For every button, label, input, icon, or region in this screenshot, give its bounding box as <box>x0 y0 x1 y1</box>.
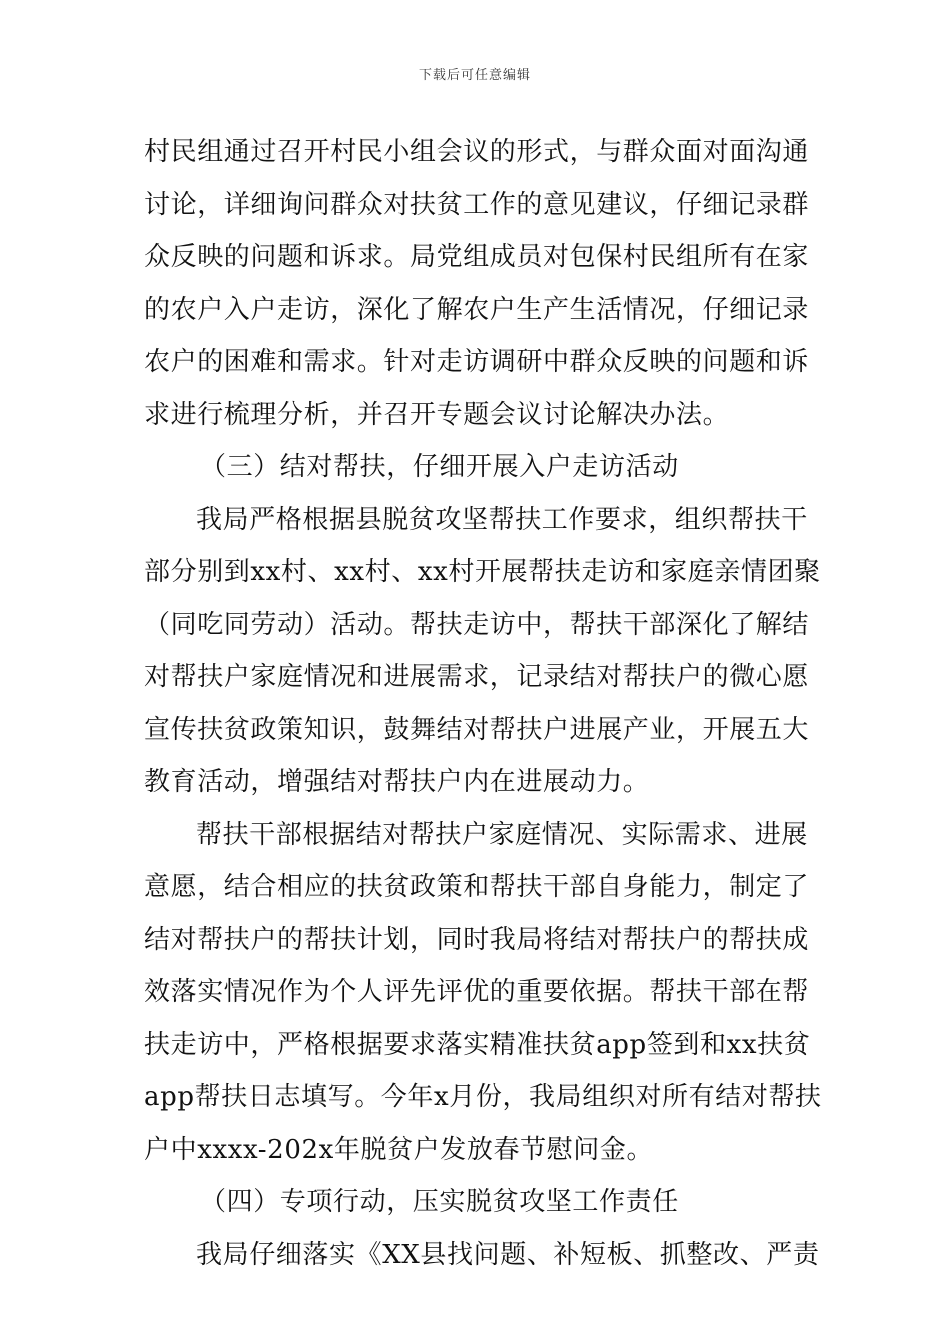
body-line: 结对帮扶户的帮扶计划，同时我局将结对帮扶户的帮扶成 <box>144 924 810 955</box>
body-line: 对帮扶户家庭情况和进展需求，记录结对帮扶户的微心愿 <box>144 662 810 692</box>
body-line: 讨论，详细询问群众对扶贫工作的意见建议，仔细记录群 <box>144 189 810 220</box>
body-line: 众反映的问题和诉求。局党组成员对包保村民组所有在家 <box>144 242 810 272</box>
document-body <box>144 126 822 1281</box>
body-line: app帮扶日志填写。今年x月份，我局组织对所有结对帮扶 <box>144 1082 822 1112</box>
section-heading: （四）专项行动，压实脱贫攻坚工作责任 <box>200 1187 679 1217</box>
body-line: 效落实情况作为个人评先评优的重要依据。帮扶干部在帮 <box>144 977 810 1007</box>
body-line: 的农户入户走访，深化了解农户生产生活情况，仔细记录 <box>144 294 810 325</box>
body-line: 部分别到xx村、xx村、xx村开展帮扶走访和家庭亲情团聚 <box>144 557 821 587</box>
section-heading: （三）结对帮扶，仔细开展入户走访活动 <box>200 452 679 482</box>
body-line: 求进行梳理分析，并召开专题会议讨论解决办法。 <box>144 399 730 430</box>
paragraph-first-line: 帮扶干部根据结对帮扶户家庭情况、实际需求、进展 <box>196 819 808 850</box>
paragraph-first-line: 我局严格根据县脱贫攻坚帮扶工作要求，组织帮扶干 <box>196 504 808 535</box>
body-line: 教育活动，增强结对帮扶户内在进展动力。 <box>144 767 650 797</box>
body-line: 意愿，结合相应的扶贫政策和帮扶干部自身能力，制定了 <box>144 872 810 902</box>
page-header: 下载后可任意编辑 <box>418 68 531 83</box>
body-line: 宣传扶贫政策知识，鼓舞结对帮扶户进展产业，开展五大 <box>144 714 810 745</box>
body-line: 村民组通过召开村民小组会议的形式，与群众面对面沟通 <box>144 137 810 167</box>
body-line: 户中xxxx-202x年脱贫户发放春节慰问金。 <box>144 1134 654 1165</box>
body-line: （同吃同劳动）活动。帮扶走访中，帮扶干部深化了解结 <box>144 609 810 640</box>
paragraph-first-line: 我局仔细落实《XX县找问题、补短板、抓整改、严责 <box>196 1239 820 1270</box>
body-line: 扶走访中，严格根据要求落实精准扶贫app签到和xx扶贫 <box>144 1029 811 1060</box>
body-line: 农户的困难和需求。针对走访调研中群众反映的问题和诉 <box>144 347 810 377</box>
